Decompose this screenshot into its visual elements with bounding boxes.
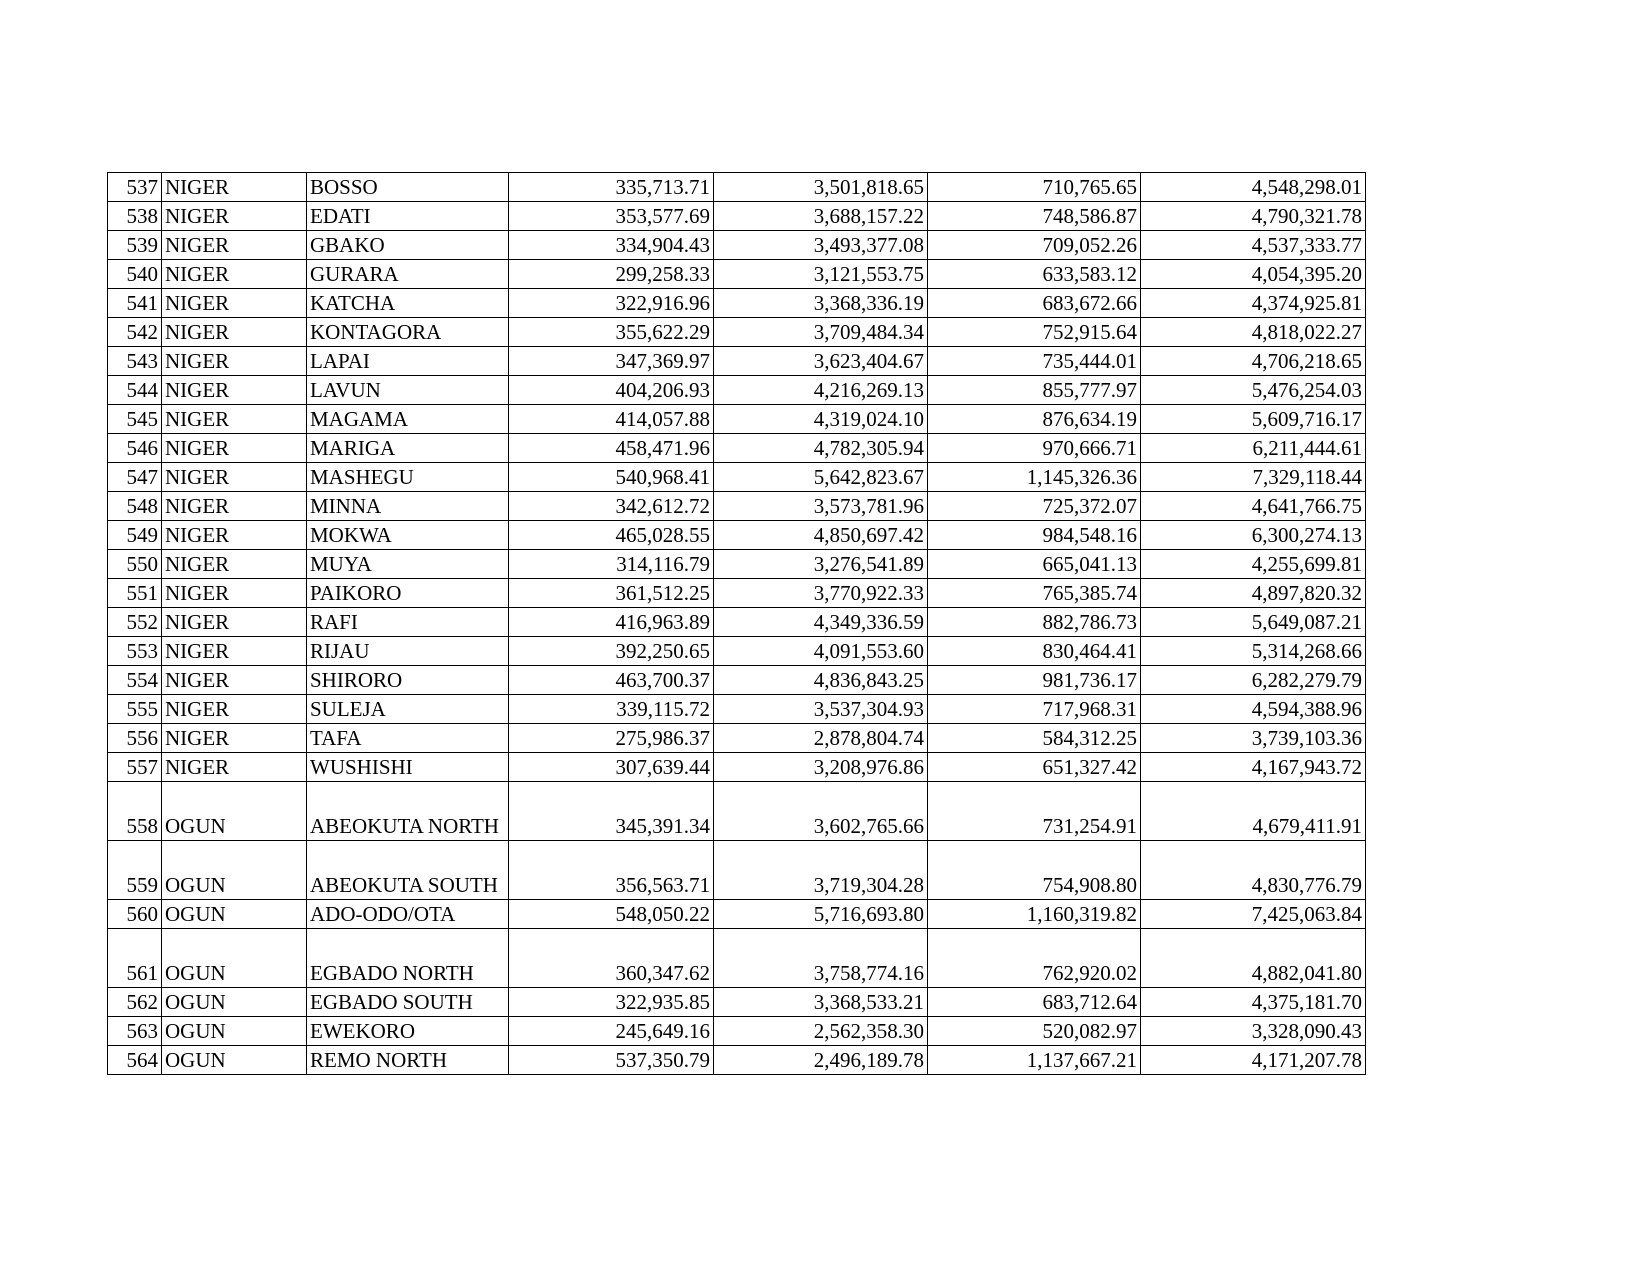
serial-number-cell: 546 (108, 434, 162, 463)
lga-cell: TAFA (307, 724, 509, 753)
amount-cell-2: 3,623,404.67 (714, 347, 928, 376)
amount-cell-1: 414,057.88 (509, 405, 714, 434)
amount-cell-1: 353,577.69 (509, 202, 714, 231)
amount-cell-1: 275,986.37 (509, 724, 714, 753)
state-cell: NIGER (162, 608, 307, 637)
amount-cell-3: 830,464.41 (928, 637, 1141, 666)
amount-cell-2: 3,537,304.93 (714, 695, 928, 724)
serial-number-cell: 562 (108, 988, 162, 1017)
table-body (108, 173, 1366, 1075)
amount-cell-3: 1,160,319.82 (928, 900, 1141, 929)
total-cell: 3,328,090.43 (1141, 1017, 1366, 1046)
table-row (108, 231, 1366, 260)
amount-cell-1: 463,700.37 (509, 666, 714, 695)
lga-cell: ABEOKUTA SOUTH (307, 841, 509, 900)
amount-cell-1: 392,250.65 (509, 637, 714, 666)
amount-cell-2: 3,368,336.19 (714, 289, 928, 318)
table-row (108, 841, 1366, 900)
serial-number-cell: 564 (108, 1046, 162, 1075)
lga-cell: BOSSO (307, 173, 509, 202)
lga-cell: GBAKO (307, 231, 509, 260)
table-row (108, 900, 1366, 929)
lga-cell: REMO NORTH (307, 1046, 509, 1075)
amount-cell-1: 458,471.96 (509, 434, 714, 463)
total-cell: 5,476,254.03 (1141, 376, 1366, 405)
amount-cell-2: 3,573,781.96 (714, 492, 928, 521)
state-cell: NIGER (162, 376, 307, 405)
amount-cell-1: 361,512.25 (509, 579, 714, 608)
total-cell: 4,882,041.80 (1141, 929, 1366, 988)
lga-cell: LAVUN (307, 376, 509, 405)
table-row (108, 637, 1366, 666)
total-cell: 7,425,063.84 (1141, 900, 1366, 929)
state-cell: OGUN (162, 841, 307, 900)
table-row (108, 347, 1366, 376)
amount-cell-1: 347,369.97 (509, 347, 714, 376)
total-cell: 4,375,181.70 (1141, 988, 1366, 1017)
serial-number-cell: 547 (108, 463, 162, 492)
amount-cell-3: 970,666.71 (928, 434, 1141, 463)
state-cell: NIGER (162, 405, 307, 434)
lga-cell: EGBADO SOUTH (307, 988, 509, 1017)
amount-cell-1: 245,649.16 (509, 1017, 714, 1046)
table-row (108, 550, 1366, 579)
lga-cell: SULEJA (307, 695, 509, 724)
serial-number-cell: 549 (108, 521, 162, 550)
amount-cell-2: 4,782,305.94 (714, 434, 928, 463)
table-row (108, 695, 1366, 724)
state-cell: NIGER (162, 463, 307, 492)
lga-cell: GURARA (307, 260, 509, 289)
serial-number-cell: 540 (108, 260, 162, 289)
amount-cell-3: 651,327.42 (928, 753, 1141, 782)
amount-cell-3: 683,672.66 (928, 289, 1141, 318)
amount-cell-1: 322,935.85 (509, 988, 714, 1017)
amount-cell-1: 548,050.22 (509, 900, 714, 929)
total-cell: 6,282,279.79 (1141, 666, 1366, 695)
total-cell: 4,171,207.78 (1141, 1046, 1366, 1075)
state-cell: OGUN (162, 782, 307, 841)
amount-cell-3: 855,777.97 (928, 376, 1141, 405)
serial-number-cell: 538 (108, 202, 162, 231)
serial-number-cell: 545 (108, 405, 162, 434)
state-cell: NIGER (162, 202, 307, 231)
amount-cell-1: 307,639.44 (509, 753, 714, 782)
total-cell: 4,374,925.81 (1141, 289, 1366, 318)
table-row (108, 724, 1366, 753)
state-cell: NIGER (162, 318, 307, 347)
amount-cell-1: 335,713.71 (509, 173, 714, 202)
amount-cell-1: 314,116.79 (509, 550, 714, 579)
lga-cell: MASHEGU (307, 463, 509, 492)
serial-number-cell: 555 (108, 695, 162, 724)
amount-cell-1: 345,391.34 (509, 782, 714, 841)
serial-number-cell: 557 (108, 753, 162, 782)
total-cell: 4,679,411.91 (1141, 782, 1366, 841)
amount-cell-1: 322,916.96 (509, 289, 714, 318)
amount-cell-1: 360,347.62 (509, 929, 714, 988)
amount-cell-2: 3,770,922.33 (714, 579, 928, 608)
serial-number-cell: 552 (108, 608, 162, 637)
serial-number-cell: 558 (108, 782, 162, 841)
amount-cell-3: 876,634.19 (928, 405, 1141, 434)
state-cell: NIGER (162, 434, 307, 463)
state-cell: NIGER (162, 521, 307, 550)
allocation-table (107, 172, 1366, 1075)
total-cell: 4,167,943.72 (1141, 753, 1366, 782)
state-cell: NIGER (162, 637, 307, 666)
amount-cell-2: 5,716,693.80 (714, 900, 928, 929)
total-cell: 4,594,388.96 (1141, 695, 1366, 724)
total-cell: 5,609,716.17 (1141, 405, 1366, 434)
amount-cell-3: 584,312.25 (928, 724, 1141, 753)
amount-cell-3: 762,920.02 (928, 929, 1141, 988)
state-cell: NIGER (162, 173, 307, 202)
lga-cell: MOKWA (307, 521, 509, 550)
total-cell: 6,211,444.61 (1141, 434, 1366, 463)
total-cell: 3,739,103.36 (1141, 724, 1366, 753)
state-cell: NIGER (162, 260, 307, 289)
amount-cell-3: 748,586.87 (928, 202, 1141, 231)
amount-cell-1: 416,963.89 (509, 608, 714, 637)
state-cell: NIGER (162, 347, 307, 376)
serial-number-cell: 559 (108, 841, 162, 900)
amount-cell-1: 465,028.55 (509, 521, 714, 550)
amount-cell-3: 981,736.17 (928, 666, 1141, 695)
lga-cell: PAIKORO (307, 579, 509, 608)
amount-cell-1: 355,622.29 (509, 318, 714, 347)
total-cell: 6,300,274.13 (1141, 521, 1366, 550)
serial-number-cell: 560 (108, 900, 162, 929)
amount-cell-2: 4,349,336.59 (714, 608, 928, 637)
amount-cell-3: 765,385.74 (928, 579, 1141, 608)
lga-cell: MUYA (307, 550, 509, 579)
serial-number-cell: 541 (108, 289, 162, 318)
amount-cell-1: 540,968.41 (509, 463, 714, 492)
amount-cell-3: 710,765.65 (928, 173, 1141, 202)
table-row (108, 260, 1366, 289)
serial-number-cell: 563 (108, 1017, 162, 1046)
total-cell: 5,314,268.66 (1141, 637, 1366, 666)
state-cell: NIGER (162, 550, 307, 579)
state-cell: NIGER (162, 231, 307, 260)
table-row (108, 666, 1366, 695)
lga-cell: EDATI (307, 202, 509, 231)
amount-cell-2: 3,368,533.21 (714, 988, 928, 1017)
total-cell: 4,537,333.77 (1141, 231, 1366, 260)
table-row (108, 579, 1366, 608)
amount-cell-2: 3,758,774.16 (714, 929, 928, 988)
state-cell: OGUN (162, 988, 307, 1017)
serial-number-cell: 548 (108, 492, 162, 521)
serial-number-cell: 542 (108, 318, 162, 347)
lga-cell: KONTAGORA (307, 318, 509, 347)
amount-cell-3: 709,052.26 (928, 231, 1141, 260)
amount-cell-2: 4,836,843.25 (714, 666, 928, 695)
serial-number-cell: 539 (108, 231, 162, 260)
serial-number-cell: 561 (108, 929, 162, 988)
amount-cell-2: 3,493,377.08 (714, 231, 928, 260)
lga-cell: RAFI (307, 608, 509, 637)
serial-number-cell: 550 (108, 550, 162, 579)
state-cell: NIGER (162, 579, 307, 608)
serial-number-cell: 543 (108, 347, 162, 376)
serial-number-cell: 544 (108, 376, 162, 405)
table-row (108, 318, 1366, 347)
amount-cell-3: 683,712.64 (928, 988, 1141, 1017)
amount-cell-2: 2,496,189.78 (714, 1046, 928, 1075)
amount-cell-2: 3,719,304.28 (714, 841, 928, 900)
table-row (108, 492, 1366, 521)
state-cell: NIGER (162, 289, 307, 318)
lga-cell: ABEOKUTA NORTH (307, 782, 509, 841)
table-row (108, 376, 1366, 405)
state-cell: OGUN (162, 900, 307, 929)
amount-cell-3: 717,968.31 (928, 695, 1141, 724)
amount-cell-2: 3,501,818.65 (714, 173, 928, 202)
lga-cell: MARIGA (307, 434, 509, 463)
amount-cell-2: 4,216,269.13 (714, 376, 928, 405)
table-row (108, 463, 1366, 492)
amount-cell-3: 1,145,326.36 (928, 463, 1141, 492)
amount-cell-2: 3,208,976.86 (714, 753, 928, 782)
amount-cell-2: 4,850,697.42 (714, 521, 928, 550)
total-cell: 5,649,087.21 (1141, 608, 1366, 637)
state-cell: NIGER (162, 724, 307, 753)
state-cell: OGUN (162, 929, 307, 988)
amount-cell-2: 3,709,484.34 (714, 318, 928, 347)
amount-cell-1: 537,350.79 (509, 1046, 714, 1075)
serial-number-cell: 554 (108, 666, 162, 695)
serial-number-cell: 551 (108, 579, 162, 608)
table-row (108, 929, 1366, 988)
amount-cell-1: 342,612.72 (509, 492, 714, 521)
amount-cell-3: 984,548.16 (928, 521, 1141, 550)
table-row (108, 988, 1366, 1017)
table-row (108, 1046, 1366, 1075)
amount-cell-3: 725,372.07 (928, 492, 1141, 521)
table-row (108, 753, 1366, 782)
total-cell: 4,054,395.20 (1141, 260, 1366, 289)
amount-cell-3: 665,041.13 (928, 550, 1141, 579)
table-row (108, 289, 1366, 318)
amount-cell-3: 633,583.12 (928, 260, 1141, 289)
lga-cell: MINNA (307, 492, 509, 521)
amount-cell-3: 882,786.73 (928, 608, 1141, 637)
amount-cell-3: 752,915.64 (928, 318, 1141, 347)
table-row (108, 782, 1366, 841)
total-cell: 4,897,820.32 (1141, 579, 1366, 608)
total-cell: 4,641,766.75 (1141, 492, 1366, 521)
total-cell: 7,329,118.44 (1141, 463, 1366, 492)
lga-cell: RIJAU (307, 637, 509, 666)
amount-cell-1: 404,206.93 (509, 376, 714, 405)
amount-cell-3: 1,137,667.21 (928, 1046, 1141, 1075)
amount-cell-2: 4,319,024.10 (714, 405, 928, 434)
amount-cell-2: 3,276,541.89 (714, 550, 928, 579)
state-cell: NIGER (162, 666, 307, 695)
state-cell: OGUN (162, 1017, 307, 1046)
amount-cell-2: 3,688,157.22 (714, 202, 928, 231)
state-cell: NIGER (162, 695, 307, 724)
total-cell: 4,706,218.65 (1141, 347, 1366, 376)
lga-cell: EWEKORO (307, 1017, 509, 1046)
total-cell: 4,790,321.78 (1141, 202, 1366, 231)
table-row (108, 405, 1366, 434)
amount-cell-1: 339,115.72 (509, 695, 714, 724)
lga-cell: WUSHISHI (307, 753, 509, 782)
amount-cell-1: 356,563.71 (509, 841, 714, 900)
total-cell: 4,830,776.79 (1141, 841, 1366, 900)
serial-number-cell: 556 (108, 724, 162, 753)
amount-cell-3: 735,444.01 (928, 347, 1141, 376)
lga-cell: LAPAI (307, 347, 509, 376)
amount-cell-1: 334,904.43 (509, 231, 714, 260)
table-row (108, 434, 1366, 463)
total-cell: 4,818,022.27 (1141, 318, 1366, 347)
total-cell: 4,255,699.81 (1141, 550, 1366, 579)
serial-number-cell: 553 (108, 637, 162, 666)
table-row (108, 173, 1366, 202)
table-row (108, 608, 1366, 637)
amount-cell-2: 5,642,823.67 (714, 463, 928, 492)
amount-cell-3: 754,908.80 (928, 841, 1141, 900)
amount-cell-2: 3,602,765.66 (714, 782, 928, 841)
amount-cell-2: 2,878,804.74 (714, 724, 928, 753)
lga-cell: SHIRORO (307, 666, 509, 695)
lga-cell: MAGAMA (307, 405, 509, 434)
amount-cell-2: 4,091,553.60 (714, 637, 928, 666)
total-cell: 4,548,298.01 (1141, 173, 1366, 202)
amount-cell-3: 731,254.91 (928, 782, 1141, 841)
amount-cell-1: 299,258.33 (509, 260, 714, 289)
lga-cell: KATCHA (307, 289, 509, 318)
amount-cell-2: 3,121,553.75 (714, 260, 928, 289)
amount-cell-2: 2,562,358.30 (714, 1017, 928, 1046)
table-row (108, 521, 1366, 550)
amount-cell-3: 520,082.97 (928, 1017, 1141, 1046)
state-cell: OGUN (162, 1046, 307, 1075)
table-row (108, 202, 1366, 231)
state-cell: NIGER (162, 753, 307, 782)
serial-number-cell: 537 (108, 173, 162, 202)
lga-cell: ADO-ODO/OTA (307, 900, 509, 929)
lga-cell: EGBADO NORTH (307, 929, 509, 988)
state-cell: NIGER (162, 492, 307, 521)
table-row (108, 1017, 1366, 1046)
